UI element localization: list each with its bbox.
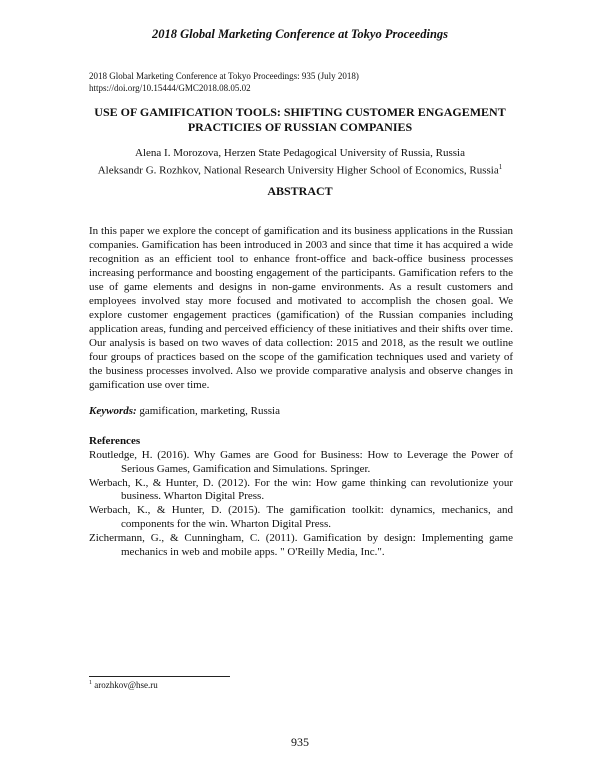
footnote-mark: 1 <box>498 163 503 171</box>
footnote-number: 1 <box>89 680 92 686</box>
reference-item: Zichermann, G., & Cunningham, C. (2011). Gamification by design: Implementing game mechanics in web and mobile apps. " O'Reilly Media, Inc.". <box>89 531 513 558</box>
doi-line: https://doi.org/10.15444/GMC2018.08.05.02 <box>89 83 251 93</box>
footnote-text: arozhkov@hse.ru <box>92 680 158 690</box>
references-heading: References <box>89 435 141 447</box>
page-number: 935 <box>291 735 309 749</box>
running-header: 2018 Global Marketing Conference at Tokyo Proceedings <box>151 27 449 41</box>
author-1: Alena I. Morozova, Herzen State Pedagogical University of Russia, Russia <box>135 147 465 159</box>
author-block <box>60 146 540 178</box>
author-2 <box>60 160 540 178</box>
footnote-rule <box>89 676 230 677</box>
paper-title <box>60 105 540 135</box>
title-line-1: USE OF GAMIFICATION TOOLS: SHIFTING CUSTOMER ENGAGEMENT <box>94 105 506 119</box>
author-2-text: Aleksandr G. Rozhkov, National Research University Higher School of Economics, Russia <box>97 164 499 177</box>
reference-list <box>89 449 513 559</box>
keywords-line <box>89 405 280 417</box>
keywords-text: gamification, marketing, Russia <box>136 405 280 417</box>
title-line-2: PRACTICIES OF RUSSIAN COMPANIES <box>187 120 413 134</box>
keywords-label: Keywords: <box>89 405 137 417</box>
footnote <box>89 680 158 690</box>
reference-item: Routledge, H. (2016). Why Games are Good for Business: How to Leverage the Power of Serious Games, Gamification and Simulations. Springer. <box>89 449 513 475</box>
abstract-heading: ABSTRACT <box>267 184 333 198</box>
citation-block <box>89 70 359 94</box>
reference-item: Werbach, K., & Hunter, D. (2012). For the win: How game thinking can revolutionize your business. Wharton Digital Press. <box>89 476 513 503</box>
citation-line: 2018 Global Marketing Conference at Tokyo Proceedings: 935 (July 2018) <box>89 71 359 81</box>
abstract-text: In this paper we explore the concept of gamification and its business applications in the Russian companies. Gamification has been introduced in 2003 and since that time it has acquired a wide recognition as an efficient tool to enhance front-office and back-office business processes increasing performance and boosting engagement of the participants. Gamification refers to the use of game elements and designs in non-game environments. As a result customers and employees involved stay more focused and motivated to accomplish the chosen goal. We explore customer engagement practices (gamification) of the Russian companies including application areas, funding and perceived efficiency of these initiatives and their shifts over time. Our analysis is based on two waves of data collection: 2015 and 2018, as the result we outline four groups of practices based on the scope of the gamification techniques used and variety of the business processes involved. Also we provide comparative analysis and observe changes in gamification use over time. <box>89 225 513 391</box>
reference-item: Werbach, K., & Hunter, D. (2015). The gamification toolkit: dynamics, mechanics, and components for the win. Wharton Digital Press. <box>89 504 513 530</box>
